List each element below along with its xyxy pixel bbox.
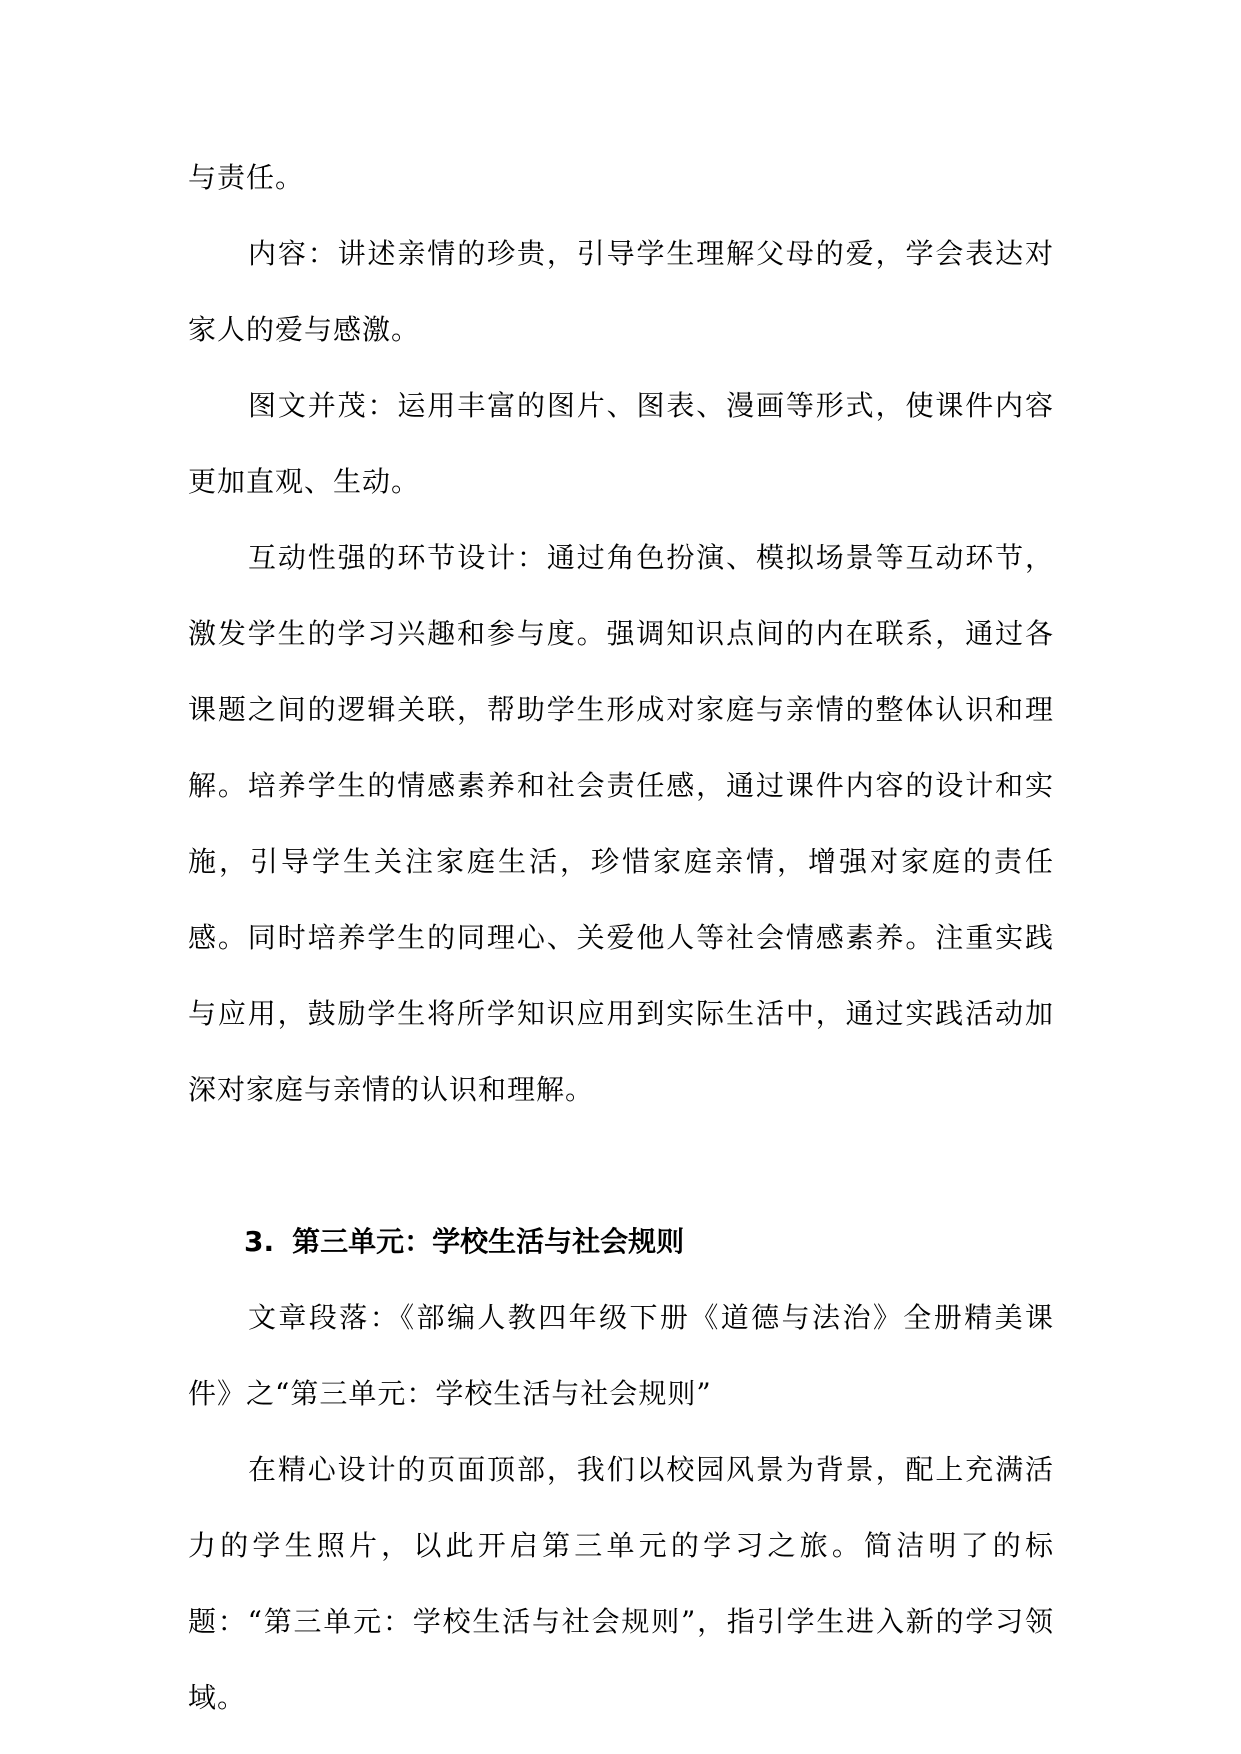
section-heading: [188, 1204, 1054, 1280]
paragraph-interaction-design: 互动性强的环节设计：通过角色扮演、模拟场景等互动环节，激发学生的学习兴趣和参与度。强调知识点间的内在联系，通过各课题之间的逻辑关联，帮助学生形成对家庭与亲情的整体认识和理解。培养学生的情感素养和社会责任感，通过课件内容的设计和实施，引导学生关注家庭生活，珍惜家庭亲情，增强对家庭的责任感。同时培养学生的同理心、关爱他人等社会情感素养。注重实践与应用，鼓励学生将所学知识应用到实际生活中，通过实践活动加深对家庭与亲情的认识和理解。: [188, 541, 1054, 1106]
paragraph-content: 内容：讲述亲情的珍贵，引导学生理解父母的爱，学会表达对家人的爱与感激。: [188, 237, 1054, 346]
paragraph-continuation: 与责任。: [188, 161, 305, 194]
document-body: [188, 140, 1054, 1736]
paragraph-page-design: 在精心设计的页面顶部，我们以校园风景为背景，配上充满活力的学生照片，以此开启第三单元的学习之旅。简洁明了的标题：“第三单元：学校生活与社会规则”，指引学生进入新的学习领域。: [188, 1453, 1054, 1714]
paragraph-article-excerpt: 文章段落：《部编人教四年级下册《道德与法治》全册精美课件》之“第三单元：学校生活与社会规则”: [188, 1301, 1054, 1410]
section-number: 3.: [244, 1225, 275, 1258]
paragraph-illustration: 图文并茂：运用丰富的图片、图表、漫画等形式，使课件内容更加直观、生动。: [188, 389, 1054, 498]
section-title: 第三单元：学校生活与社会规则: [292, 1225, 685, 1258]
